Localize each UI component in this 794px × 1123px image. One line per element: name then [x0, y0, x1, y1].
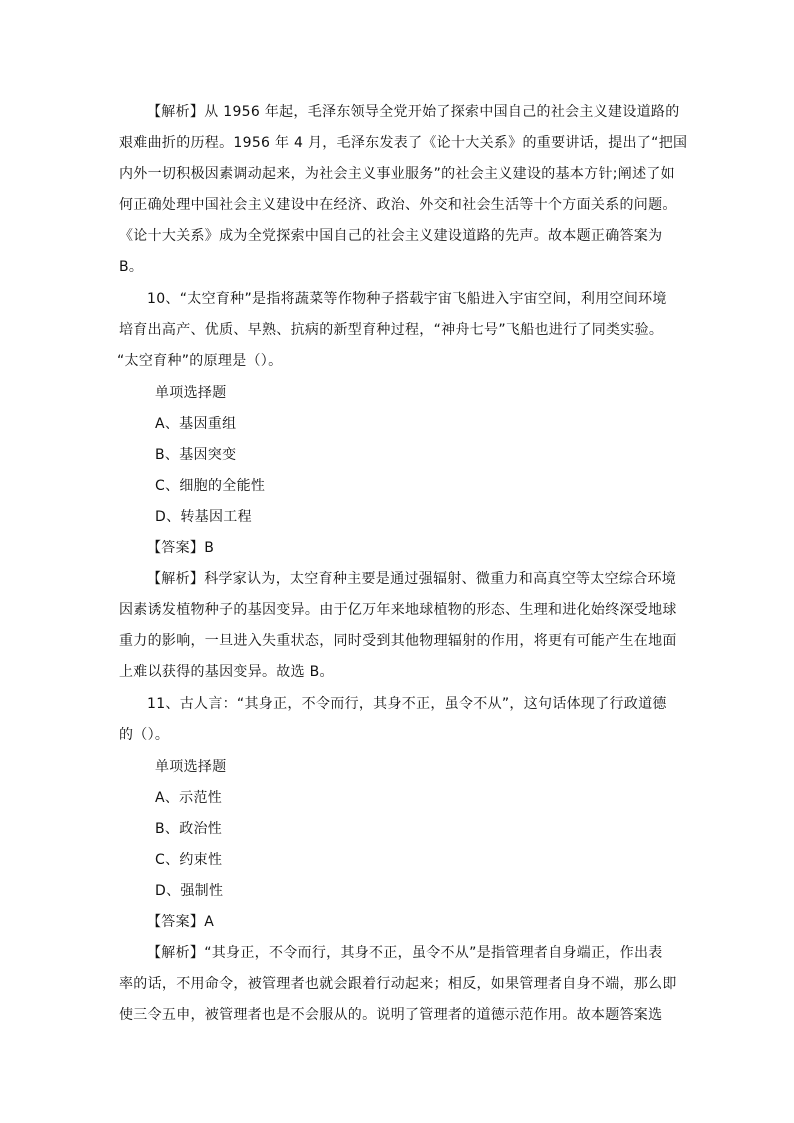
q9-analysis-text-1: 从 1956 年起，毛泽东领导全党开始了探索中国自己的社会主义建设道路的 — [204, 104, 680, 120]
q10-option-a: A、基因重组 — [155, 416, 237, 432]
q10-option-b: B、基因突变 — [155, 447, 237, 463]
q10-question-type: 单项选择题 — [155, 385, 227, 401]
q10-analysis-line-2: 因素诱发植物种子的基因变异。由于亿万年来地球植物的形态、生理和进化始终深受地球 — [119, 602, 677, 618]
q9-analysis-line-3: 内外一切积极因素调动起来，为社会主义事业服务”的社会主义建设的基本方针;阐述了如 — [119, 166, 675, 182]
q9-analysis — [119, 97, 688, 283]
q10-option-d: D、转基因工程 — [155, 509, 252, 525]
q11-answer — [147, 907, 214, 938]
q10-analysis-line-4: 上难以获得的基因变异。故选 B。 — [119, 664, 334, 680]
q9-analysis-line-1 — [119, 97, 680, 128]
q10-stem-line-3: “太空育种”的原理是（）。 — [117, 353, 283, 369]
q10-answer-value: B — [204, 540, 215, 556]
q10-analysis-label: 【解析】 — [147, 571, 205, 587]
q11-option-a: A、示范性 — [155, 790, 223, 806]
q10-answer-label: 【答案】 — [147, 540, 205, 556]
q10-option-c: C、细胞的全能性 — [155, 478, 266, 494]
q11-option-b: B、政治性 — [155, 821, 223, 837]
q11-answer-value: A — [204, 914, 215, 930]
q10-stem — [119, 284, 675, 377]
q11-analysis-text-1: “其身正，不令而行，其身不正，虽令不从”是指管理者自身端正，作出表 — [204, 945, 663, 961]
q10-analysis — [119, 564, 675, 688]
q11-question-type: 单项选择题 — [155, 759, 227, 775]
q9-analysis-line-5: 《论十大关系》成为全党探索中国自己的社会主义建设道路的先声。故本题正确答案为 — [119, 228, 663, 244]
q11-analysis-label: 【解析】 — [147, 945, 205, 961]
q10-answer — [147, 533, 214, 564]
q9-analysis-line-4: 何正确处理中国社会主义建设中在经济、政治、外交和社会生活等十个方面关系的问题。 — [119, 197, 677, 213]
q11-stem-line-2: 的（）。 — [119, 727, 170, 743]
q10-analysis-line-1 — [119, 564, 675, 595]
q11-analysis-line-3: 使三令五申，被管理者也是不会服从的。说明了管理者的道德示范作用。故本题答案选 — [119, 1007, 663, 1023]
q11-stem-line-1: 11、古人言：“其身正，不令而行，其身不正，虽令不从”，这句话体现了行政道德 — [147, 696, 667, 712]
q11-stem — [119, 689, 675, 751]
q11-option-d: D、强制性 — [155, 883, 224, 899]
q11-analysis — [119, 938, 675, 1031]
q10-stem-line-2: 培育出高产、优质、早熟、抗病的新型育种过程，“神舟七号”飞船也进行了同类实验。 — [119, 322, 664, 338]
q9-analysis-line-2: 艰难曲折的历程。1956 年 4 月，毛泽东发表了《论十大关系》的重要讲话，提出了“把国 — [119, 135, 688, 151]
q11-analysis-line-2: 率的话，不用命令，被管理者也就会跟着行动起来；相反，如果管理者自身不端，那么即 — [119, 976, 677, 992]
q11-analysis-line-1 — [119, 938, 675, 969]
q10-analysis-text-1: 科学家认为，太空育种主要是通过强辐射、微重力和高真空等太空综合环境 — [204, 571, 677, 587]
q9-analysis-line-6: B。 — [119, 259, 144, 275]
q10-analysis-line-3: 重力的影响，一旦进入失重状态，同时受到其他物理辐射的作用，将更有可能产生在地面 — [119, 633, 677, 649]
q9-analysis-label: 【解析】 — [147, 104, 205, 120]
q11-answer-label: 【答案】 — [147, 914, 205, 930]
q11-option-c: C、约束性 — [155, 852, 223, 868]
q10-stem-line-1: 10、“太空育种”是指将蔬菜等作物种子搭载宇宙飞船进入宇宙空间，利用空间环境 — [147, 291, 667, 307]
